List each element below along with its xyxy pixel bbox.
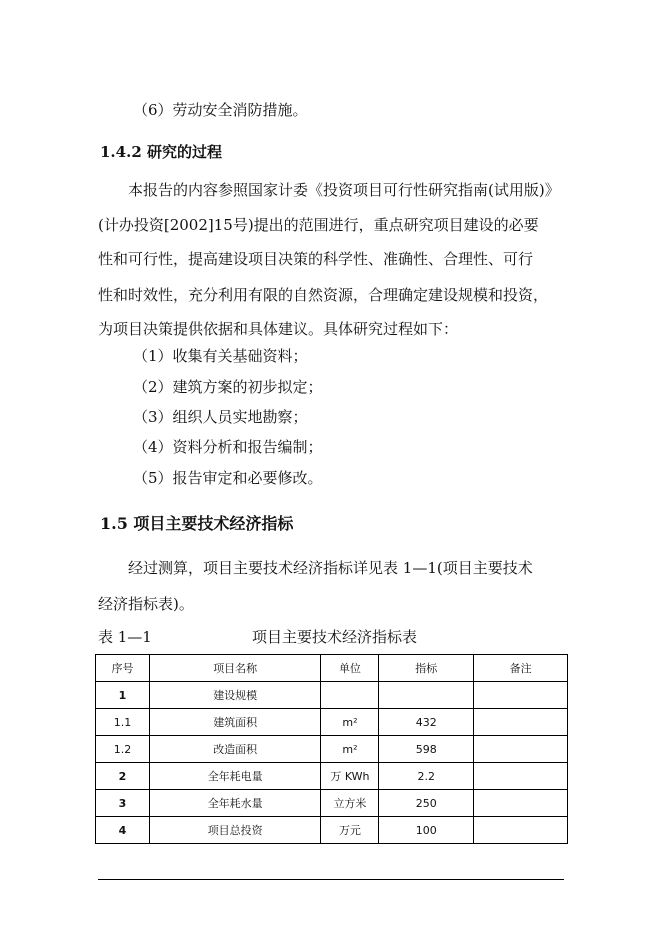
table-header-row (96, 655, 568, 682)
table-cell: 改造面积 (149, 736, 321, 763)
header-cell: 项目名称 (149, 655, 321, 682)
table-cell (474, 790, 568, 817)
header-cell: 单位 (321, 655, 379, 682)
table-cell (379, 682, 474, 709)
header-cell: 序号 (96, 655, 150, 682)
table-cell: m² (321, 709, 379, 736)
table-row (96, 817, 568, 844)
table-cell: 100 (379, 817, 474, 844)
table-cell (474, 682, 568, 709)
paragraph-line-6: 经过测算，项目主要技术经济指标详见表 1—1(项目主要技术 (128, 559, 533, 577)
paragraph-line-7: 经济指标表)。 (98, 595, 194, 613)
table-title: 项目主要技术经济指标表 (252, 628, 418, 646)
table-row (96, 790, 568, 817)
header-cell: 指标 (379, 655, 474, 682)
table-cell: m² (321, 736, 379, 763)
table-row (96, 682, 568, 709)
table-cell: 432 (379, 709, 474, 736)
table-cell (321, 682, 379, 709)
table-cell: 3 (96, 790, 150, 817)
table-cell: 建筑面积 (149, 709, 321, 736)
table-row (96, 709, 568, 736)
table-row (96, 736, 568, 763)
table-cell: 2.2 (379, 763, 474, 790)
table-cell: 全年耗水量 (149, 790, 321, 817)
paragraph-line-4: 性和时效性，充分利用有限的自然资源，合理确定建设规模和投资， (98, 286, 549, 304)
table-cell (474, 763, 568, 790)
table-cell: 立方米 (321, 790, 379, 817)
indicator-table (95, 654, 568, 844)
table-cell: 全年耗电量 (149, 763, 321, 790)
list-item-6: （6）劳动安全消防措施。 (133, 101, 308, 119)
section-heading-1-4-2: 1.4.2 研究的过程 (100, 143, 222, 161)
table-cell: 项目总投资 (149, 817, 321, 844)
step-1: （1）收集有关基础资料； (133, 347, 308, 365)
paragraph-line-3: 性和可行性，提高建设项目决策的科学性、准确性、合理性、可行 (98, 250, 534, 268)
footer-divider (98, 879, 564, 880)
table-cell: 万元 (321, 817, 379, 844)
table-cell: 万 KWh (321, 763, 379, 790)
paragraph-line-1: 本报告的内容参照国家计委《投资项目可行性研究指南(试用版)》 (128, 181, 560, 199)
table-cell: 1.2 (96, 736, 150, 763)
step-2: （2）建筑方案的初步拟定； (133, 378, 323, 396)
step-5: （5）报告审定和必要修改。 (133, 469, 323, 487)
table-cell: 1.1 (96, 709, 150, 736)
table-cell (474, 709, 568, 736)
table-cell (474, 817, 568, 844)
table-row (96, 763, 568, 790)
table-cell (474, 736, 568, 763)
table-cell: 598 (379, 736, 474, 763)
step-4: （4）资料分析和报告编制； (133, 438, 323, 456)
step-3: （3）组织人员实地勘察； (133, 408, 308, 426)
paragraph-line-2: (计办投资[2002]15号)提出的范围进行，重点研究项目建设的必要 (98, 216, 539, 234)
table-label: 表 1—1 (98, 628, 152, 646)
table-cell: 2 (96, 763, 150, 790)
paragraph-line-5: 为项目决策提供依据和具体建议。具体研究过程如下： (98, 320, 459, 338)
table-cell: 建设规模 (149, 682, 321, 709)
table-cell: 4 (96, 817, 150, 844)
table-cell: 1 (96, 682, 150, 709)
table-cell: 250 (379, 790, 474, 817)
header-cell: 备注 (474, 655, 568, 682)
section-heading-1-5: 1.5 项目主要技术经济指标 (100, 514, 294, 533)
